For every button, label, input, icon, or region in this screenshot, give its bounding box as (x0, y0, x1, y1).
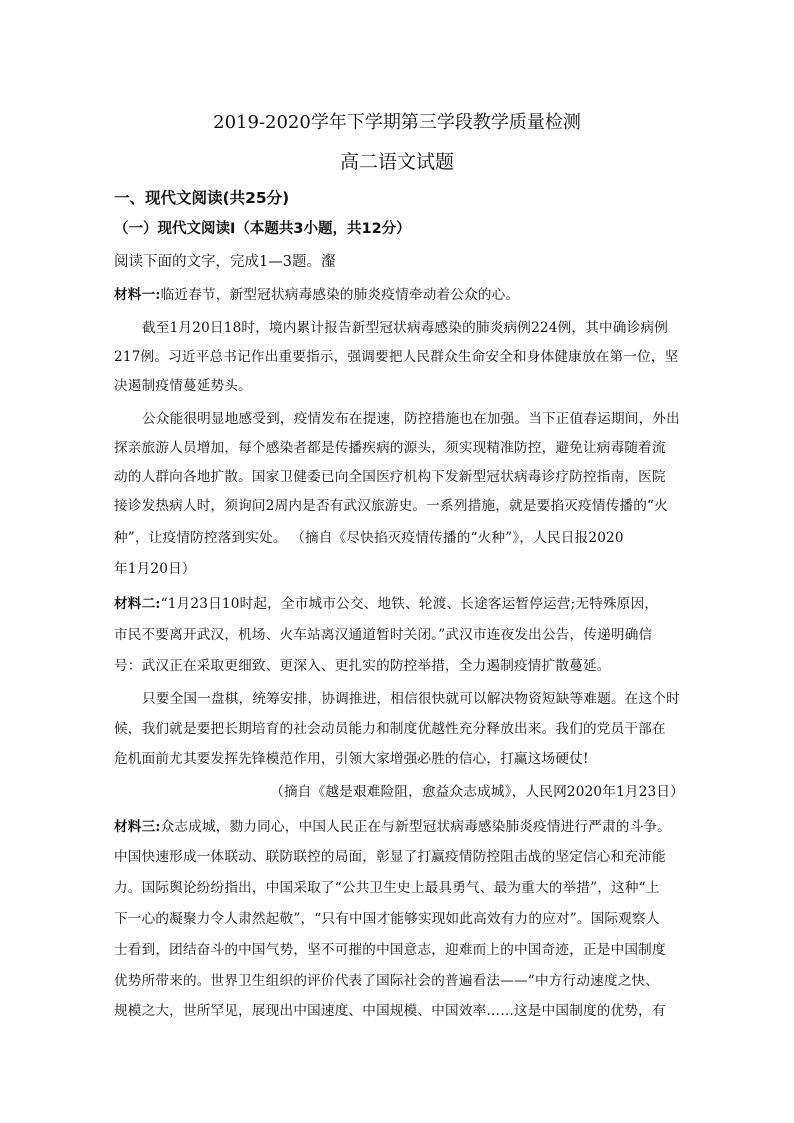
exam-title: 2019-2020学年下学期第三学段教学质量检测 (213, 112, 581, 133)
sub-section-heading: （一）现代文阅读Ⅰ（本题共3小题，共12分） (114, 221, 411, 237)
material3-line: 士看到，团结奋斗的中国气势，坚不可摧的中国意志，迎难而上的中国奇迹，正是中国制度 (114, 942, 666, 958)
material3-line: 下一心的凝聚力令人肃然起敬”，“只有中国才能够实现如此高效有力的应对”。国际观察人 (114, 911, 660, 927)
material1-line: 探亲旅游人员增加，每个感染者都是传播疾病的源头，须实现精准防控，避免让病毒随着流 (114, 440, 666, 456)
material2-line: 只要全国一盘棋，统筹安排，协调推进，相信很快就可以解决物资短缺等难题。在这个时 (142, 691, 680, 707)
material2-line: 号：武汉正在采取更细致、更深入、更扎实的防控举措，全力遏制疫情扩散蔓延。 (114, 658, 611, 674)
material1-line: 217例。习近平总书记作出重要指示，强调要把人民群众生命安全和身体健康放在第一位，坚 (114, 349, 679, 365)
material3-line: 规模之大，世所罕见，展现出中国速度、中国规模、中国效率……这是中国制度的优势，有 (114, 1003, 666, 1019)
section-heading: 一、现代文阅读(共25分) (114, 189, 290, 207)
material3-line: 中国快速形成一体联动、联防联控的局面，彰显了打赢疫情防控阻击战的坚定信心和充沛能 (114, 849, 666, 865)
material2-citation: （摘自《越是艰难险阻，愈益众志成城》，人民网2020年1月23日） (270, 784, 684, 800)
material3-line: 优势所带来的。世界卫生组织的评价代表了国际社会的普遍看法——“中方行动速度之快、 (114, 973, 660, 989)
material1-line: 种”，让疫情防控落到实处。 （摘自《尽快掐灭疫情传播的“火种”》，人民日报2020 (114, 530, 624, 546)
material3-line: 材料三:众志成城，勠力同心，中国人民正在与新型冠状病毒感染肺炎疫情进行严肃的斗争。 (114, 819, 671, 835)
material3-line: 力。国际舆论纷纷指出，中国采取了“公共卫生史上最具勇气、最为重大的举措”，这种“上 (114, 880, 660, 896)
exam-subtitle: 高二语文试题 (339, 151, 454, 173)
material2-line: 候，我们就是要把长期培育的社会动员能力和制度优越性充分释放出来。我们的党员干部在 (114, 721, 666, 737)
reading-instruction: 阅读下面的文字，完成1—3题。瀣 (114, 254, 336, 270)
material1-line: 动的人群向各地扩散。国家卫健委已向全国医疗机构下发新型冠状病毒诊疗防控指南，医院 (114, 469, 666, 485)
material1-line: 接诊发热病人时，须询问2周内是否有武汉旅游史。一系列措施，就是要掐灭疫情传播的“火 (114, 498, 668, 514)
material1-line: 决遏制疫情蔓延势头。 (114, 378, 252, 394)
material2-label: 材料二: (114, 596, 161, 612)
material1-line: 材料一:临近春节，新型冠状病毒感染的肺炎疫情牵动着公众的心。 (114, 287, 520, 303)
material1-label: 材料一: (114, 287, 161, 303)
material1-line: 公众能很明显地感受到，疫情发布在提速，防控措施也在加强。当下正值春运期间，外出 (142, 411, 680, 427)
material2-line: 材料二:“1月23日10时起，全市城市公交、地铁、轮渡、长途客运暂停运营;无特殊原因， (114, 596, 659, 612)
material1-line: 年1月20日） (114, 561, 196, 577)
material2-line: 危机面前尤其要发挥先锋模范作用，引领大家增强必胜的信心，打赢这场硬仗! (114, 751, 589, 767)
material1-line: 截至1月20日18时，境内累计报告新型冠状病毒感染的肺炎病例224例，其中确诊病例 (142, 320, 668, 336)
material3-label: 材料三: (114, 819, 161, 835)
material2-line: 市民不要离开武汉，机场、火车站离汉通道暂时关闭。”武汉市连夜发出公告，传递明确信 (114, 627, 653, 643)
